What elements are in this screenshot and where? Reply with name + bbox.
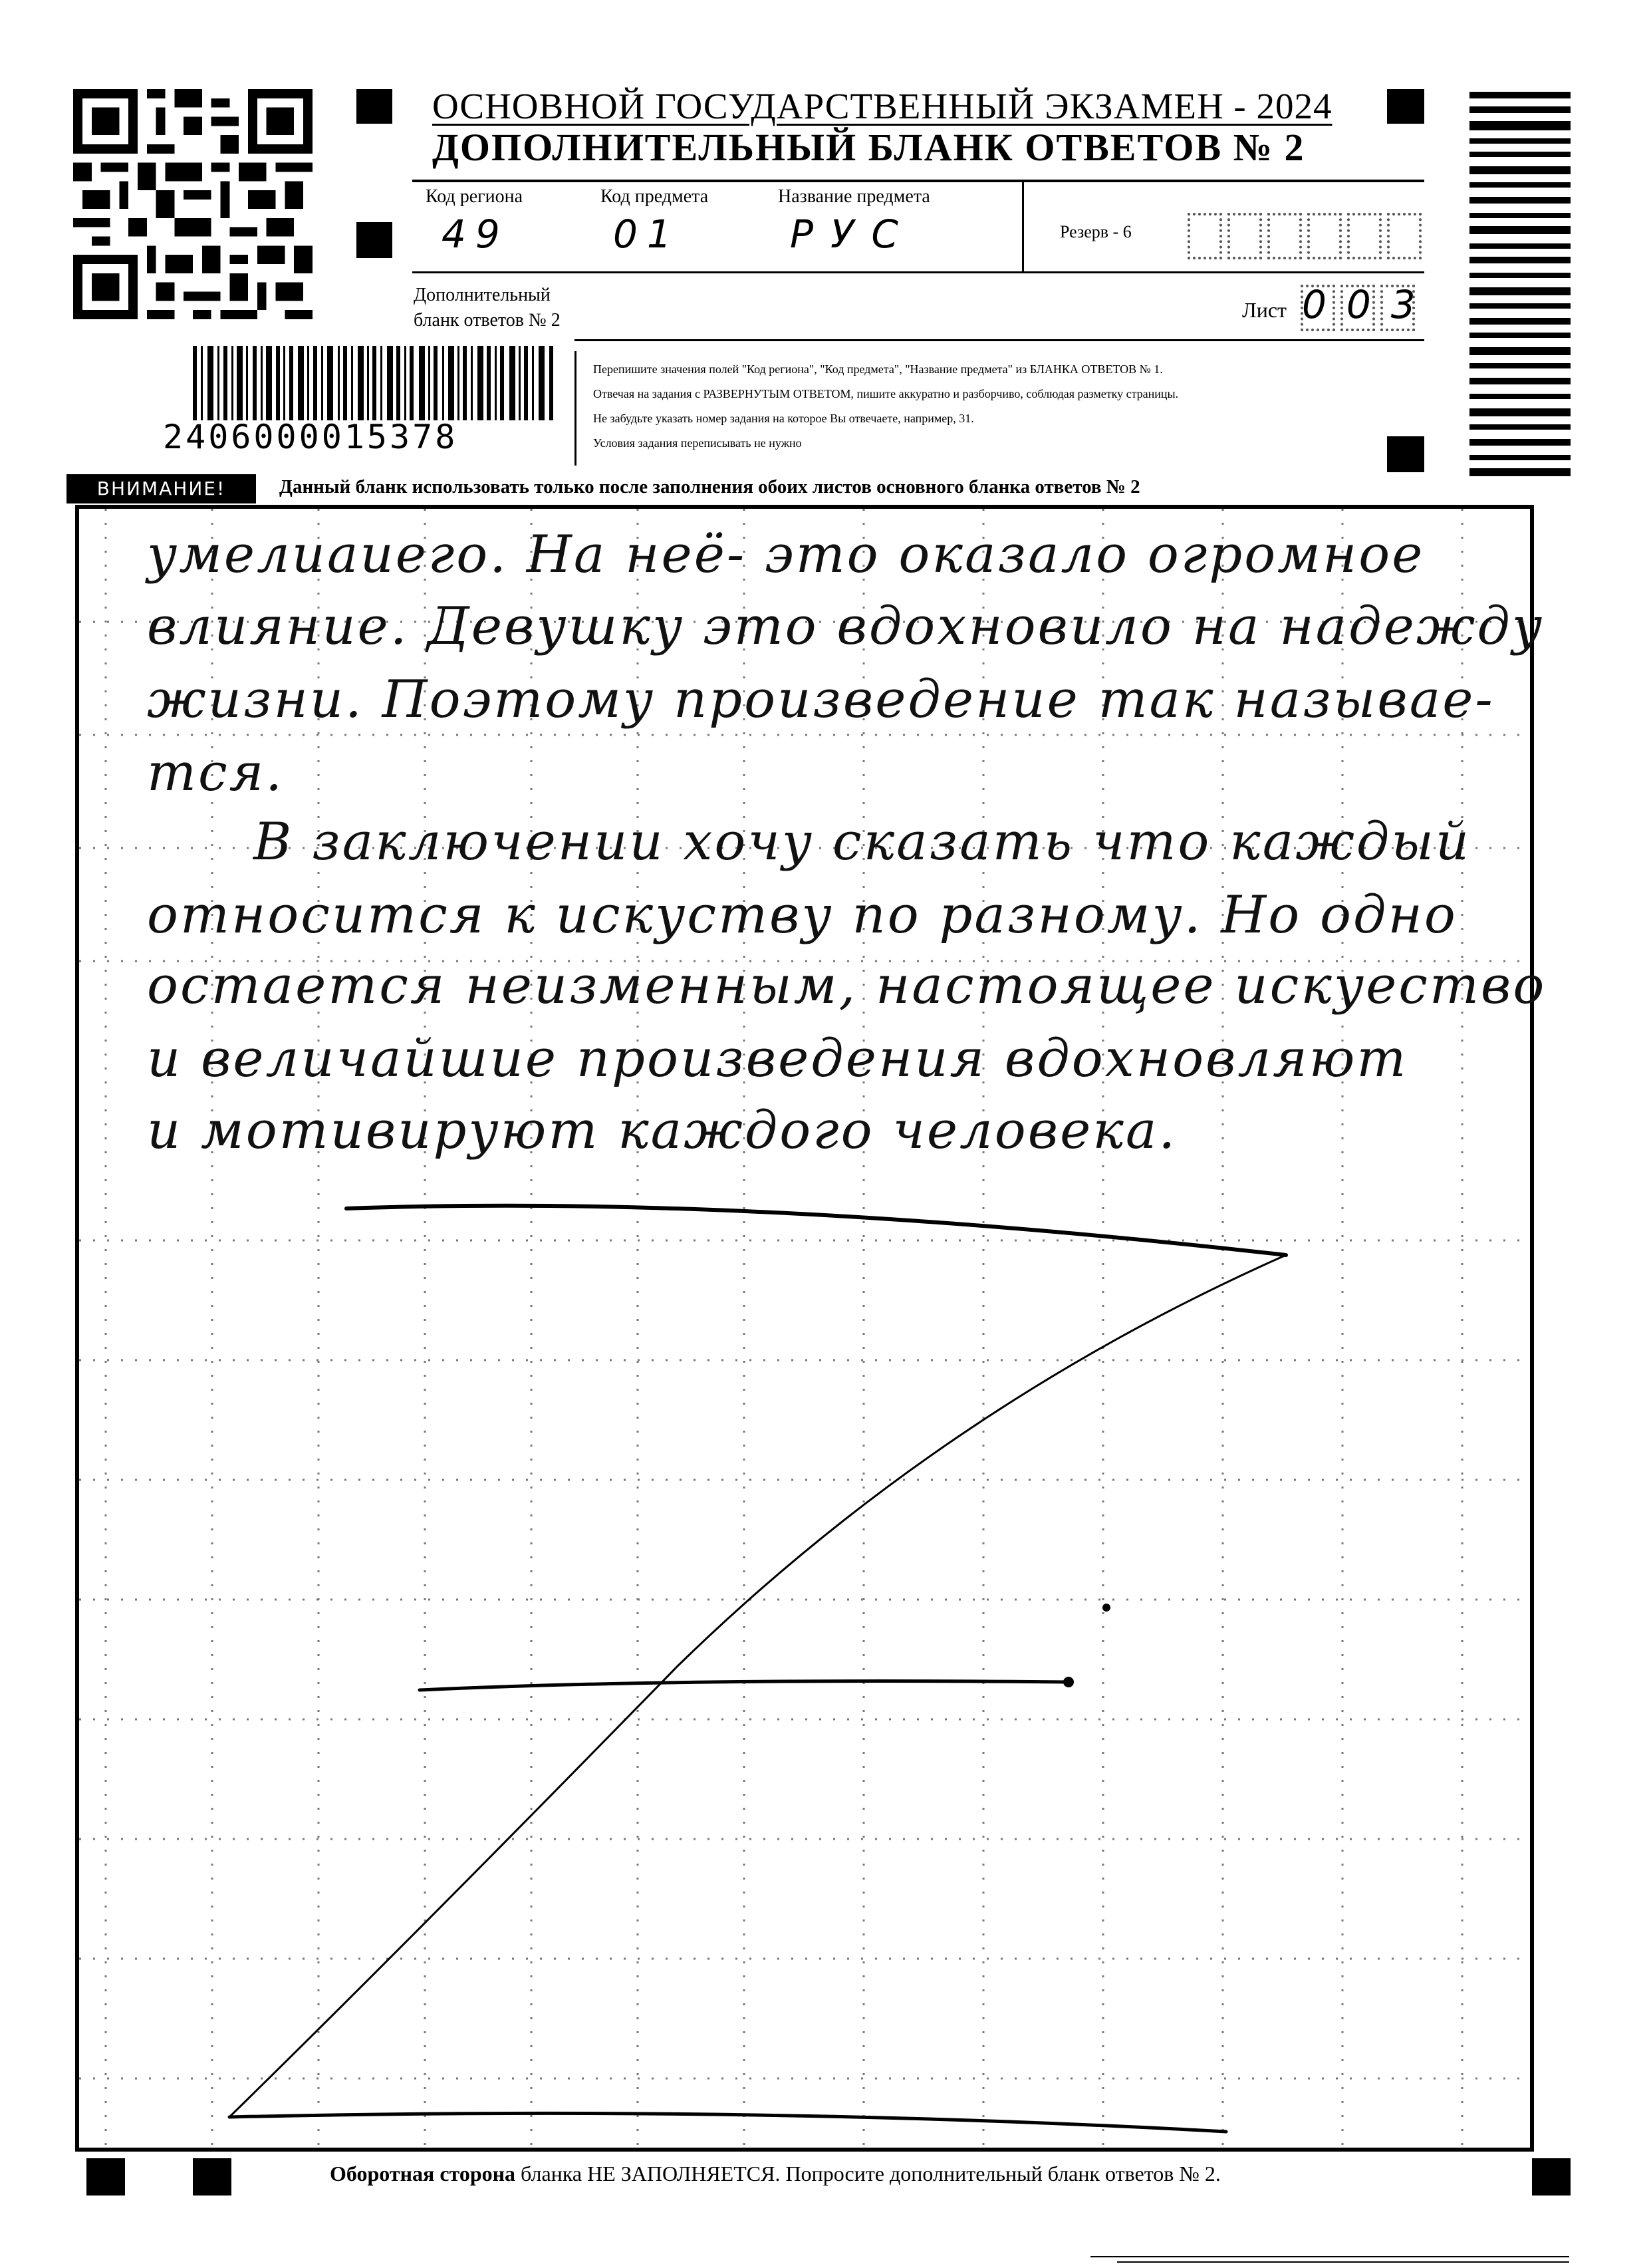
- header-rule: [412, 180, 1424, 182]
- answer-frame: [75, 505, 1547, 2152]
- z-strikeout: [79, 509, 1530, 2148]
- instruction-line-4: Условия задания переписывать не нужно: [593, 436, 802, 450]
- footer-note: [330, 2162, 1221, 2186]
- reserve-box-3: [1267, 213, 1302, 259]
- corner-marker-top-left: [356, 89, 392, 124]
- qr-code: [72, 89, 314, 319]
- sheet-box-3: [1380, 285, 1415, 331]
- corner-marker-top-right: [1387, 89, 1424, 124]
- reserve-box-5: [1347, 213, 1382, 259]
- instruction-line-2: Отвечая на задания с РАЗВЕРНУТЫМ ОТВЕТОМ, пишите аккуратно и разборчиво, соблюдая разметку страницы.: [593, 387, 1179, 400]
- form-title: ДОПОЛНИТЕЛЬНЫЙ БЛАНК ОТВЕТОВ № 2: [432, 126, 1305, 169]
- bottom-marker-3: [1532, 2158, 1571, 2196]
- form-label-line1: Дополнительный: [414, 285, 551, 305]
- sheet-box-2: [1340, 285, 1375, 331]
- bottom-marker-1: [86, 2158, 125, 2196]
- sheet-rule: [574, 339, 1424, 341]
- bottom-marker-2: [193, 2158, 231, 2196]
- sheet-box-1: [1301, 285, 1335, 331]
- reserve-box-4: [1307, 213, 1342, 259]
- answer-line-3: жизни. Поэтому произведение так называе-: [147, 670, 1495, 730]
- subject-code-label: Код предмета: [600, 186, 709, 207]
- answer-line-5: В заключении хочу сказать что каждый: [253, 812, 1471, 872]
- side-barcode: [1469, 92, 1571, 476]
- sheet-value: 003: [1302, 282, 1436, 327]
- subject-name-label: Название предмета: [778, 186, 930, 207]
- reserve-box-2: [1227, 213, 1262, 259]
- answer-line-1: умелиаиего. На неё- это оказало огромное: [147, 525, 1425, 585]
- warning-badge: ВНИМАНИЕ!: [66, 474, 256, 503]
- reserve-box-1: [1188, 213, 1222, 259]
- field-rule: [412, 271, 1424, 273]
- answer-line-4: тся.: [147, 743, 285, 803]
- subject-code-value: 01: [613, 212, 681, 257]
- side-marker-right: [1387, 436, 1424, 472]
- sheet-label: Лист: [1242, 298, 1287, 322]
- reserve-box-6: [1387, 213, 1422, 259]
- answer-line-6: относится к искуству по разному. Но одно: [147, 885, 1458, 945]
- instruction-divider: [574, 351, 576, 466]
- instruction-line-1: Перепишите значения полей "Код региона", "Код предмета", "Название предмета" из БЛАНКА ОТВЕТОВ № 1.: [593, 362, 1163, 376]
- warning-text: Данный бланк использовать только после заполнения обоих листов основного бланка ответов № 2: [279, 476, 1140, 497]
- bottom-edge-line-1: [1090, 2256, 1569, 2257]
- footer-rest: бланка НЕ ЗАПОЛНЯЕТСЯ. Попросите дополнительный бланк ответов № 2.: [515, 2162, 1221, 2186]
- answer-line-2: влияние. Девушку это вдохновило на надежду: [147, 597, 1545, 656]
- region-code-label: Код региона: [426, 186, 523, 207]
- side-marker-left: [356, 222, 392, 258]
- subject-name-value: РУС: [790, 212, 916, 257]
- answer-line-7: остается неизменным, настоящее искуество: [147, 956, 1547, 1016]
- exam-title: ОСНОВНОЙ ГОСУДАРСТВЕННЫЙ ЭКЗАМЕН - 2024: [432, 86, 1333, 126]
- form-label-line2: бланк ответов № 2: [414, 310, 561, 331]
- bottom-edge-line-2: [1117, 2261, 1569, 2263]
- region-code-value: 49: [442, 212, 509, 257]
- field-divider-vertical: [1022, 181, 1024, 271]
- reserve-label: Резерв - 6: [1060, 222, 1132, 241]
- barcode-number: 2406000015378: [163, 418, 458, 456]
- instruction-line-3: Не забудьте указать номер задания на которое Вы отвечаете, например, 31.: [593, 412, 974, 425]
- answer-line-9: и мотивируют каждого человека.: [147, 1101, 1178, 1161]
- main-barcode: [193, 346, 556, 420]
- footer-bold: Оборотная сторона: [330, 2162, 516, 2186]
- answer-line-8: и величайшие произведения вдохновляют: [147, 1029, 1408, 1089]
